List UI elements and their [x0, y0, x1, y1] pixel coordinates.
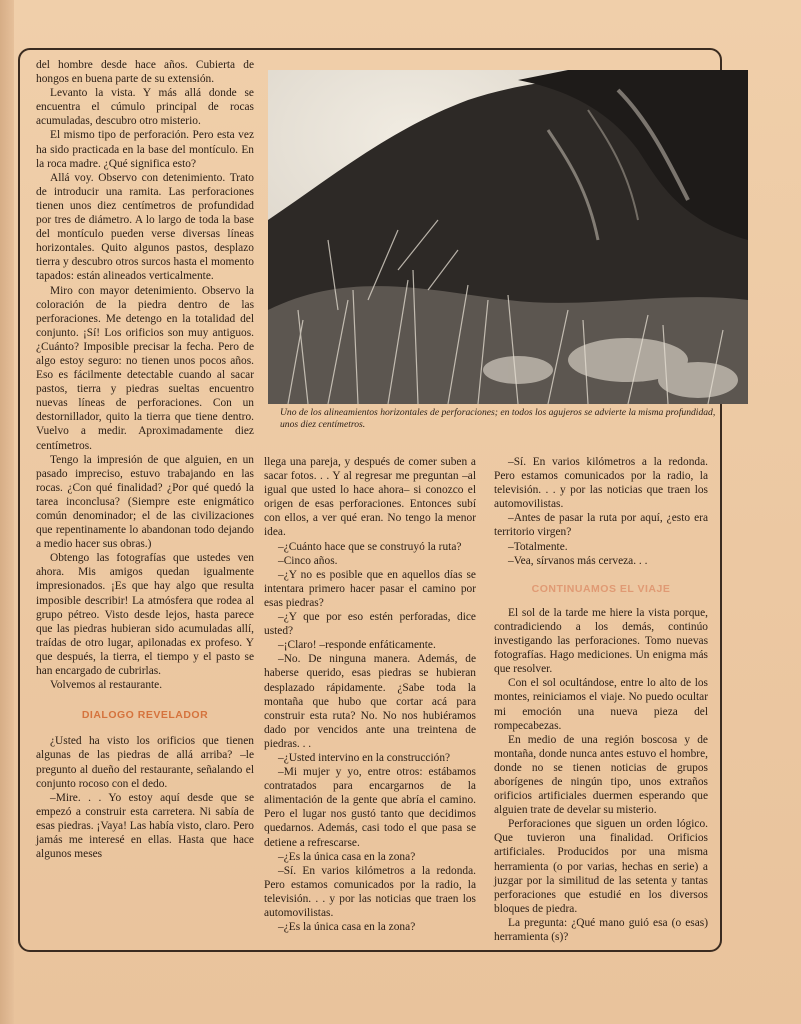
paragraph: En medio de una región boscosa y de montaña, donde nunca antes estuvo el hombre, donde no se tienen noticias de grupos aborígenes de ningún tipo, unos extraños orificios artificiales duermen esperando que alguien trate de develar su misterio.	[494, 733, 708, 817]
paragraph: –Vea, sírvanos más cerveza. . .	[508, 554, 648, 567]
page-edge	[0, 0, 14, 1024]
paragraph: El mismo tipo de perforación. Pero esta vez ha sido practicada en la base del montículo. En la roca madre. ¿Qué significa esto?	[36, 129, 254, 170]
paragraph: La pregunta: ¿Qué mano guió esa (o esas) herramienta (s)?	[494, 916, 708, 943]
paragraph: –Cinco años.	[278, 554, 338, 567]
paragraph: –¿Cuánto hace que se construyó la ruta?	[278, 540, 462, 553]
paragraph: Volvemos al restaurante.	[50, 679, 163, 692]
photo-caption: Uno de los alineamientos horizontales de perforaciones; en todos los agujeros se advierte la misma profundidad, unos diez centímetros.	[280, 407, 716, 430]
paragraph: –Antes de pasar la ruta por aquí, ¿esto era territorio virgen?	[494, 512, 708, 539]
paragraph: Con el sol ocultándose, entre lo alto de los montes, reiniciamos el viaje. No puedo ocultar mi emoción una nueva pieza del rompecabezas.	[494, 677, 708, 732]
paragraph: –Mire. . . Yo estoy aquí desde que se empezó a construir esta carretera. Ni sabía de esas piedras. ¡Vaya! Las había visto, claro. Pero jamás me interesé en ellas. Hasta que hace algunos meses	[36, 791, 254, 861]
paragraph: –¿Y que por eso estén perforadas, dice usted?	[264, 611, 476, 638]
paragraph: –¿Y no es posible que en aquellos días se intentara primero hacer pasar el camino por esas piedras?	[264, 568, 476, 609]
paragraph: –Mi mujer y yo, entre otros: estábamos contratados para encargarnos de la alimentación de la gente que abría el camino. Pero el lugar nos gustó tanto que decidimos quedarnos. Además, casi todo el que pasa se detiene a refrescarse.	[264, 766, 476, 849]
paragraph: –Sí. En varios kilómetros a la redonda. Pero estamos comunicados por la radio, la televisión. . . y por las noticias que traen los automovilistas.	[494, 456, 708, 511]
section-heading: CONTINUAMOS EL VIAJE	[531, 582, 671, 595]
paragraph: Miro con mayor detenimiento. Observo la coloración de la piedra dentro de las perforaciones. Me detengo en la totalidad del conjunto. ¡Sí! Los orificios son muy antiguos. ¿Cuánto? Imposible precisar la fecha. Pero de algo estoy seguro: no tienen unos pocos años. Eso es fácilmente detectable cuando al sacar pastos, tierra y piedras sueltas encuentro nuevas líneas de perforaciones. Con un destornillador, quito la tierra que tiene dentro. Vuelvo a medir. Aproximadamente diez centímetros.	[36, 284, 254, 452]
text-column-1	[36, 58, 254, 861]
text-column-3	[494, 455, 708, 944]
paragraph: Obtengo las fotografías que ustedes ven ahora. Mis amigos quedan igualmente impresionados. ¡Es que hay algo que resulta imposible describir! La atmósfera que rodea al grupo pétreo. Visto desde lejos, hasta parece que las piedras hubieran sido acumuladas allí, traídas de otro lugar, apilonadas ex profeso. Y que después, la tierra, el tiempo y el pasto se han encargado de cubrirlas.	[36, 552, 254, 678]
paragraph: Levanto la vista. Y más allá donde se encuentra el cúmulo principal de rocas acumuladas, descubro otro misterio.	[36, 87, 254, 128]
paragraph: El sol de la tarde me hiere la vista porque, contradiciendo a los demás, continúo investigando las perforaciones. Tomo nuevas fotografías. Hago mediciones. Un enigma más que resolver.	[494, 606, 708, 676]
paragraph: –¿Usted intervino en la construcción?	[278, 751, 451, 764]
paragraph: Allá voy. Observo con detenimiento. Trato de introducir una ramita. Las perforaciones tienen unos diez centímetros de profundidad por tres de diámetro. A lo largo de toda la base del montículo pueden verse diversas líneas horizontales. Quito algunos pastos, desplazo tierra y descubro otros surcos hasta el momento tapados: están alineados verticalmente.	[36, 171, 254, 283]
paragraph: –¡Claro! –responde enfáticamente.	[278, 639, 436, 652]
paragraph: llega una pareja, y después de comer suben a sacar fotos. . . Y al regresar me preguntan –al igual que usted lo hace ahora– si conozco el origen de esas perforaciones. Entonces subí con ellos, a ver qué eran. No tengo la menor idea.	[264, 456, 476, 539]
paragraph: –Sí. En varios kilómetros a la redonda. Pero estamos comunicados por la radio, la televisión. . . y por las noticias que traen los automovilistas.	[264, 864, 476, 919]
paragraph: Perforaciones que siguen un orden lógico. Que tuvieron una finalidad. Orificios artificiales. Producidos por una misma herramienta (o por varias, hechas en serie) a juzgar por la similitud de las setenta y tantas perforaciones que estudié en los diversos bloques de piedra.	[494, 818, 708, 915]
paragraph: –No. De ninguna manera. Además, de haberse querido, esas piedras se hubieran desplazado rápidamente. ¿Sabe toda la montaña que hubo que cortar acá para construir esta ruta? No. No nos hubiéramos dado por vencidos ante una treintena de piedras. . .	[264, 653, 476, 750]
text-column-2	[264, 455, 476, 934]
section-heading: DIALOGO REVELADOR	[81, 709, 209, 722]
paragraph: –¿Es la única casa en la zona?	[278, 850, 416, 863]
paragraph: –Totalmente.	[508, 540, 568, 553]
paragraph: –¿Es la única casa en la zona?	[278, 921, 416, 934]
rock-photo-illustration	[268, 70, 748, 404]
paragraph: ¿Usted ha visto los orificios que tienen algunas de las piedras de allá arriba? –le pregunto al dueño del restaurante, señalando el conjunto rocoso con el dedo.	[36, 735, 254, 790]
rock-photograph	[268, 70, 748, 404]
paragraph: del hombre desde hace años. Cubierta de hongos en buena parte de su extensión.	[36, 59, 254, 86]
paragraph: Tengo la impresión de que alguien, en un pasado impreciso, estuvo trabajando en las rocas. ¿Con qué finalidad? ¿Por qué quedó la tarea inconclusa? (Siempre este enigmático común denominador; el de las civilizaciones que repentinamente lo abandonan todo dejando a medio hacer sus obras.)	[36, 453, 254, 551]
